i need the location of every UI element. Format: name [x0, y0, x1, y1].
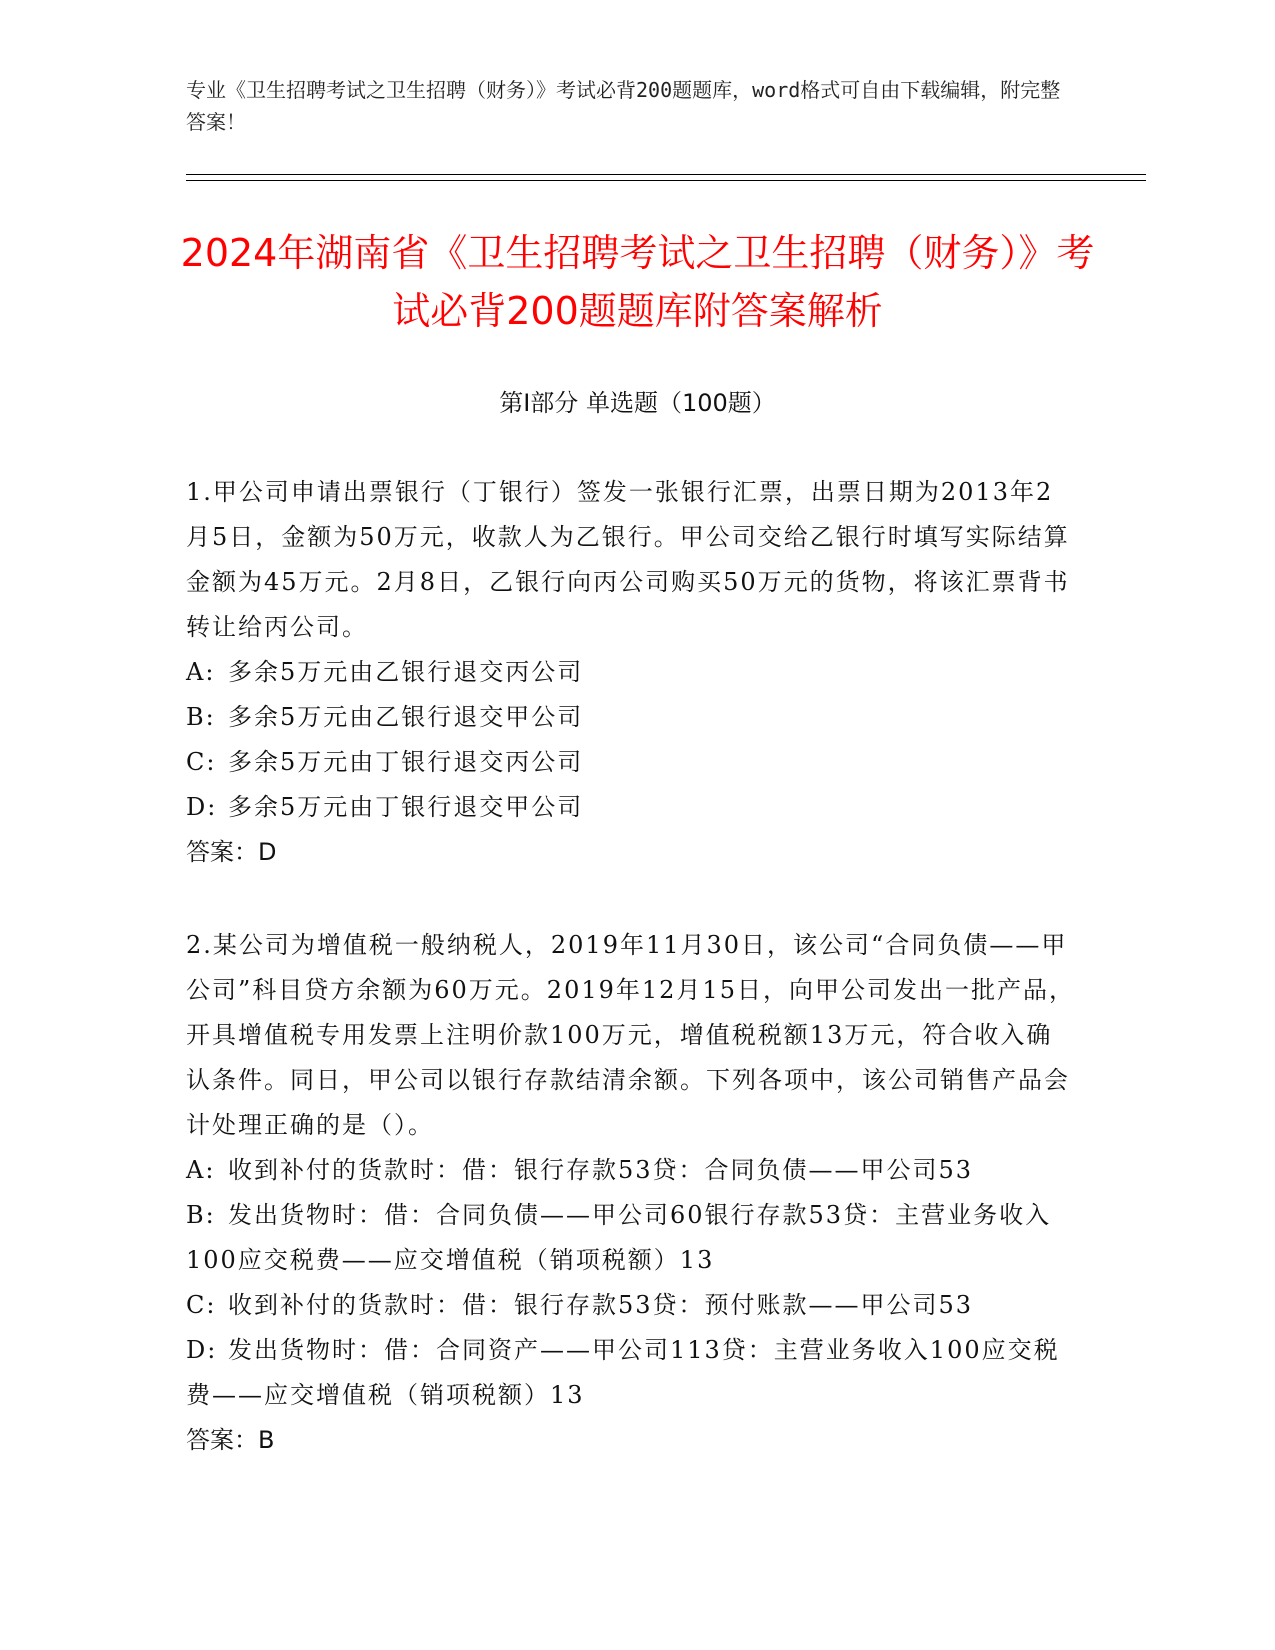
option-text: 多余5万元由丁银行退交甲公司	[228, 793, 584, 821]
header-divider-bottom	[186, 180, 1146, 181]
document-title: 2024年湖南省《卫生招聘考试之卫生招聘（财务）》考试必背200题题库附答案解析	[180, 231, 1095, 333]
option-d	[186, 785, 1076, 830]
option-letter: B:	[186, 703, 216, 731]
option-b	[186, 695, 1076, 740]
question-stem: 2.某公司为增值税一般纳税人，2019年11月30日，该公司“合同负债——甲公司”科目贷方余额为60万元。2019年12月15日，向甲公司发出一批产品，开具增值税专用发票上注明价款100万元，增值税税额13万元，符合收入确认条件。同日，甲公司以银行存款结清余额。下列各项中，该公司销售产品会计处理正确的是（）。	[186, 931, 1075, 1139]
question-stem: 1.甲公司申请出票银行（丁银行）签发一张银行汇票，出票日期为2013年2月5日，金额为50万元，收款人为乙银行。甲公司交给乙银行时填写实际结算金额为45万元。2月8日，乙银行向丙公司购买50万元的货物，将该汇票背书转让给丙公司。	[186, 478, 1070, 641]
option-letter: C:	[186, 1291, 217, 1319]
option-letter: B:	[186, 1201, 216, 1229]
option-letter: A:	[186, 1156, 216, 1184]
option-c	[186, 1283, 1076, 1328]
header-divider-top	[186, 174, 1146, 175]
option-letter: A:	[186, 658, 216, 686]
section-heading: 第Ⅰ部分 单选题（100题）	[499, 389, 776, 417]
option-text: 发出货物时：借：合同资产——甲公司113贷：主营业务收入100应交税费——应交增值税（销项税额）13	[186, 1336, 1060, 1409]
option-text: 多余5万元由乙银行退交丙公司	[228, 658, 584, 686]
option-letter: D:	[186, 793, 218, 821]
option-a	[186, 650, 1076, 695]
question-1	[186, 470, 1076, 875]
answer-line: 答案：B	[186, 1426, 275, 1454]
option-text: 发出货物时：借：合同负债——甲公司60银行存款53贷：主营业务收入100应交税费——应交增值税（销项税额）13	[186, 1201, 1052, 1274]
answer-line: 答案：D	[186, 838, 277, 866]
option-text: 多余5万元由丁银行退交丙公司	[228, 748, 584, 776]
option-a	[186, 1148, 1076, 1193]
option-d	[186, 1328, 1076, 1418]
option-text: 多余5万元由乙银行退交甲公司	[228, 703, 584, 731]
option-letter: D:	[186, 1336, 218, 1364]
header-note: 专业《卫生招聘考试之卫生招聘（财务）》考试必背200题题库，word格式可自由下载编辑，附完整答案！	[186, 78, 1061, 134]
option-c	[186, 740, 1076, 785]
option-text: 收到补付的货款时：借：银行存款53贷：预付账款——甲公司53	[228, 1291, 974, 1319]
question-2	[186, 923, 1076, 1463]
option-letter: C:	[186, 748, 217, 776]
option-b	[186, 1193, 1076, 1283]
option-text: 收到补付的货款时：借：银行存款53贷：合同负债——甲公司53	[228, 1156, 974, 1184]
